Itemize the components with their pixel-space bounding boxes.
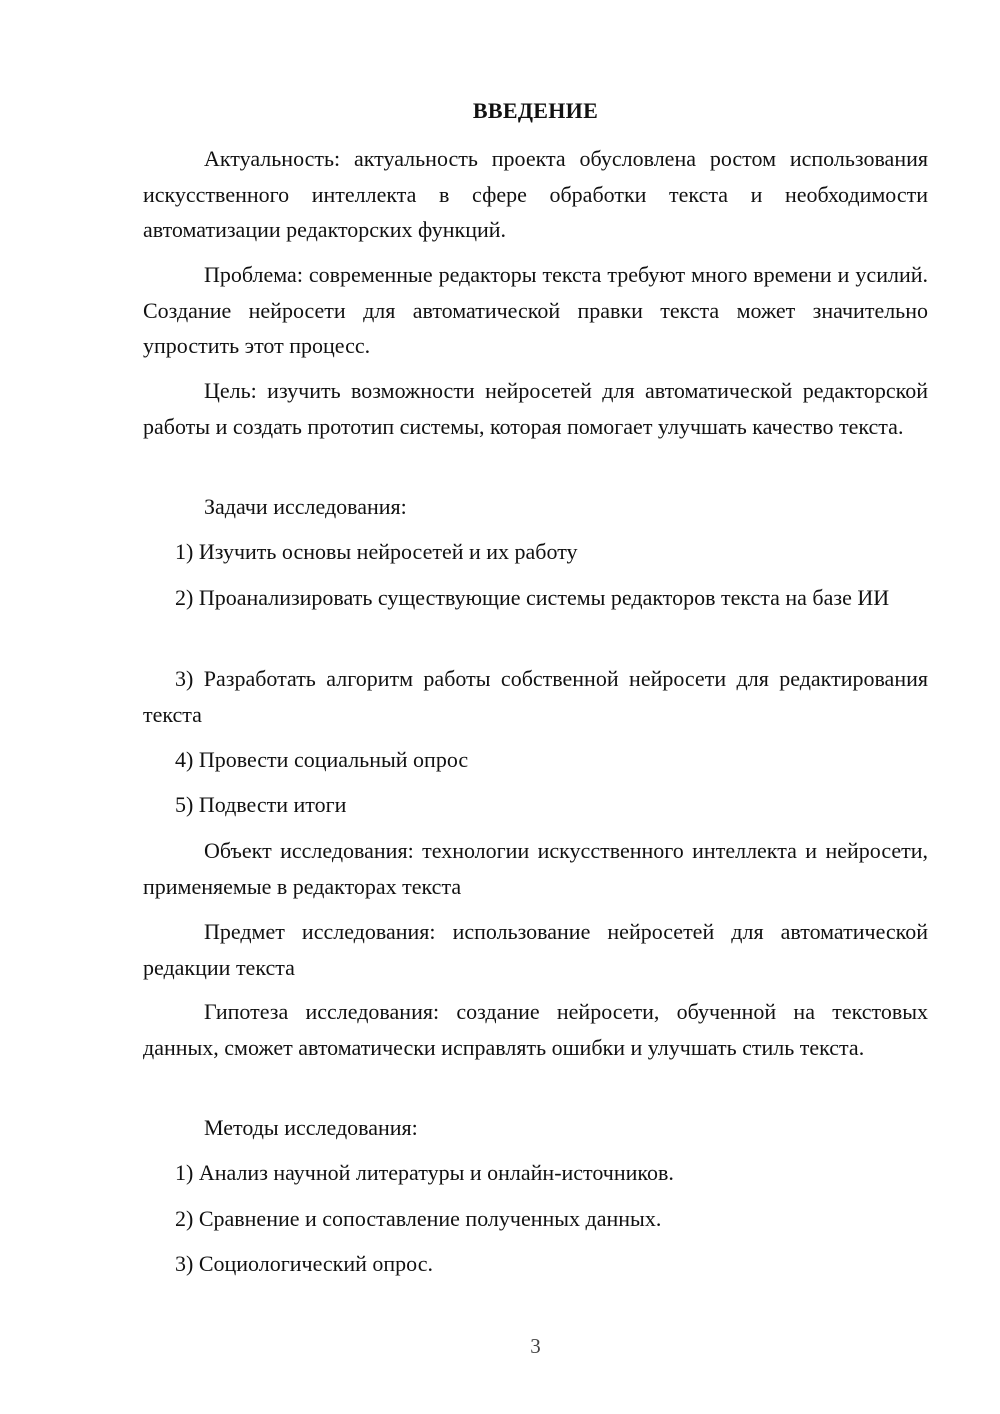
problem-paragraph: Проблема: современные редакторы текста требуют много времени и усилий. Создание нейросети для автоматической правки текста может значительно упростить этот процесс. <box>143 262 928 358</box>
task-item-3: 3) Разработать алгоритм работы собственной нейросети для редактирования текста <box>143 666 928 727</box>
tasks-title: Задачи исследования: <box>204 494 407 519</box>
task-item-4: 4) Провести социальный опрос <box>175 747 469 772</box>
relevance-paragraph: Актуальность: актуальность проекта обусловлена ростом использования искусственного интеллекта в сфере обработки текста и необходимости автоматизации редакторских функций. <box>143 146 928 242</box>
object-paragraph: Объект исследования: технологии искусственного интеллекта и нейросети, применяемые в редакторах текста <box>143 838 928 899</box>
goal-paragraph: Цель: изучить возможности нейросетей для автоматической редакторской работы и создать прототип системы, которая помогает улучшать качество текста. <box>143 378 928 439</box>
subject-paragraph: Предмет исследования: использование нейросетей для автоматической редакции текста <box>143 919 928 980</box>
task-item-5: 5) Подвести итоги <box>175 792 347 817</box>
task-item-1: 1) Изучить основы нейросетей и их работу <box>175 539 578 564</box>
methods-title: Методы исследования: <box>204 1115 418 1140</box>
section-heading: ВВЕДЕНИЕ <box>472 98 599 123</box>
hypothesis-paragraph: Гипотеза исследования: создание нейросети, обученной на текстовых данных, сможет автоматически исправлять ошибки и улучшать стиль текста. <box>143 999 928 1060</box>
task-item-2: 2) Проанализировать существующие системы редакторов текста на базе ИИ <box>175 585 890 610</box>
page-number: 3 <box>530 1334 541 1358</box>
method-item-2: 2) Сравнение и сопоставление полученных данных. <box>175 1206 662 1231</box>
method-item-1: 1) Анализ научной литературы и онлайн-источников. <box>175 1160 674 1185</box>
method-item-3: 3) Социологический опрос. <box>175 1251 433 1276</box>
